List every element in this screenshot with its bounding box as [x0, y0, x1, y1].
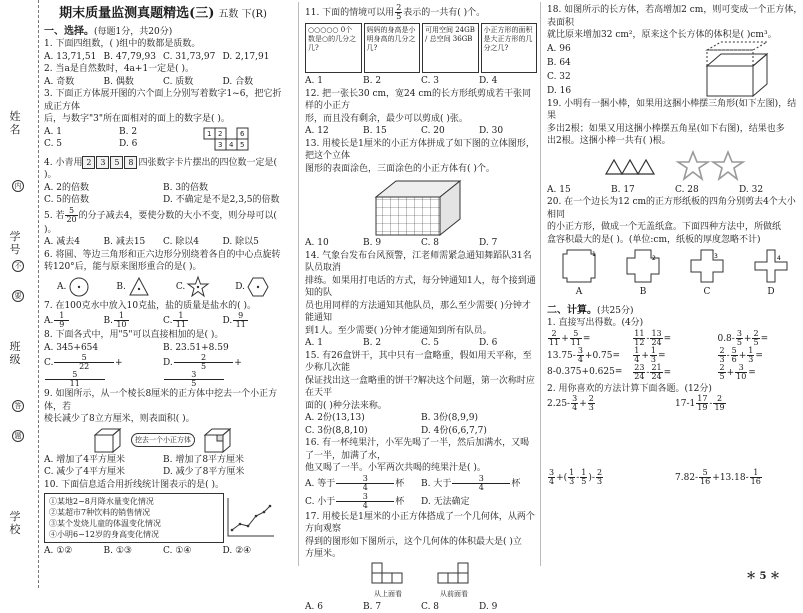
- q20-options: [547, 248, 803, 297]
- option[interactable]: C. 3份(8,8,10): [305, 425, 421, 438]
- q3-block: [44, 126, 282, 156]
- option[interactable]: C. ①④: [163, 545, 223, 558]
- option[interactable]: B. 9: [363, 237, 421, 250]
- option[interactable]: D. 30: [479, 125, 537, 138]
- option[interactable]: D. 4份(6,6,7,7): [421, 425, 537, 438]
- cube-net-figure: [194, 126, 264, 156]
- option[interactable]: 1 A: [561, 248, 597, 297]
- option[interactable]: D. 6: [479, 337, 537, 350]
- calc-item[interactable]: 13.75- $\frac{3}{4}$ +0.75=: [547, 347, 632, 364]
- section-calc-heading: 二、计算。(共25分): [547, 301, 803, 316]
- q4-text: 4. 小青用 2 3 5 8 四张数字卡片摆出的四位数一定是( )。: [44, 156, 282, 182]
- q9-options: [44, 454, 282, 479]
- option[interactable]: C. 8: [421, 601, 479, 613]
- q18-text: 18. 如图所示的长方体，若高增加2 cm，则可变成一个正方体，表面积 就比原来增加32 cm²，原来这个长方体的体积是( )cm³。: [547, 4, 803, 42]
- option[interactable]: B. 2: [119, 126, 194, 139]
- option[interactable]: B. 减去15: [104, 236, 164, 249]
- net-face: 4: [229, 141, 234, 149]
- option[interactable]: A. $\frac{1}{9}$: [44, 312, 104, 329]
- q12-options: [305, 125, 537, 138]
- q19-figure: [547, 148, 803, 184]
- q11-options: [305, 75, 537, 88]
- option[interactable]: A. 等于 $\frac{3}{4}$ 杯: [305, 475, 421, 493]
- q13-text: 13. 用棱长是1厘米的小正方体拼成了如下图的立体图形，把这个立体 图形的表面涂色，三面涂色的小正方体有( )个。: [305, 138, 537, 176]
- calc-item[interactable]: $\frac{23}{24}$ - $\frac{21}{24}$ =: [632, 364, 717, 381]
- q20-text: 20. 在一个边长为12 cm的正方形纸板的四角分别剪去4个大小相同 的小正方形，做成一个无盖纸盒。下面四种方法中，所做纸 盒容积最大的是( )。(单位:cm，纸板的厚度忽略不计): [547, 196, 803, 246]
- option[interactable]: A. ①②: [44, 545, 104, 558]
- q19-options: [547, 184, 803, 197]
- scene-card: 小正方形的面积是大正方形的几分之几?: [481, 23, 538, 73]
- circle-shape-icon: [68, 276, 90, 298]
- calc1-title: 1. 直接写出得数。(4分): [547, 317, 803, 330]
- net-face: 1: [207, 130, 211, 138]
- hexagon-shape-icon: [247, 276, 269, 298]
- option[interactable]: C. $\frac{5}{22}$ + $\frac{5}{11}$: [44, 354, 163, 388]
- q8-text: 8. 下面各式中，用"5"可以直接相加的是( )。: [44, 329, 282, 342]
- calc-item[interactable]: $\frac{2}{11}$ + $\frac{5}{11}$ =: [547, 330, 632, 347]
- info-item: ④小明6~12岁的身高变化情况: [49, 529, 219, 540]
- option[interactable]: B. 17: [611, 184, 675, 197]
- svg-text:3: 3: [714, 253, 718, 260]
- paper-cut-figure-b: [625, 248, 661, 284]
- column-right: [540, 2, 803, 566]
- option[interactable]: D. 合数: [223, 76, 283, 89]
- option[interactable]: B. 15: [363, 125, 421, 138]
- cube-icon: [91, 426, 125, 454]
- margin-mark: 题: [12, 430, 24, 442]
- scene-card: ○○○○○ 0个数是○的几分之几?: [305, 23, 362, 73]
- calc-item[interactable]: 8-0.375+0.625=: [547, 364, 632, 380]
- net-face: 5: [240, 141, 244, 149]
- option[interactable]: D. 无法确定: [421, 493, 537, 511]
- calc2-row: [547, 395, 803, 469]
- stars-icon: [676, 150, 746, 182]
- student-id-label: 学号: [8, 230, 22, 256]
- option[interactable]: C. 小于 $\frac{3}{4}$ 杯: [305, 493, 421, 511]
- option[interactable]: A. 15: [547, 184, 611, 197]
- page-title: 期末质量监测真题精选(三) 五数 下(R): [44, 2, 282, 21]
- option[interactable]: B. 2: [363, 75, 421, 88]
- class-label: 班级: [8, 340, 22, 366]
- q17-text: 17. 用棱长是1厘米的小正方体搭成了一个几何体，从两个方向观察 得到的图形如下图所示，这个几何体的体积最大是( )立 方厘米。: [305, 511, 537, 561]
- q6-options: [44, 276, 282, 298]
- option[interactable]: C.: [176, 276, 209, 298]
- option[interactable]: D. $\frac{2}{5}$ + $\frac{3}{5}$: [163, 354, 282, 388]
- q12-text: 12. 把一张长30 cm，宽24 cm的长方形纸剪成若干张同样的小正方 形，而且没有剩余，最少可以剪成( )张。: [305, 88, 537, 126]
- top-view: 从上面看: [370, 561, 406, 601]
- line-chart-icon: [224, 496, 276, 540]
- net-face: 6: [240, 130, 245, 138]
- calc2-title: 2. 用你喜欢的方法计算下面各题。(12分): [547, 383, 803, 396]
- calc-item[interactable]: $\frac{2}{3}$ - $\frac{5}{6}$ + $\frac{1}{3}$ =: [717, 347, 802, 364]
- option[interactable]: A. 12: [305, 125, 363, 138]
- option[interactable]: C. 28: [675, 184, 739, 197]
- option[interactable]: D. ②④: [223, 545, 283, 558]
- svg-text:2: 2: [652, 255, 656, 262]
- option[interactable]: B. 7: [363, 601, 421, 613]
- paper-cut-figure-c: [689, 248, 725, 284]
- option[interactable]: C. 5: [421, 337, 479, 350]
- info-item: ①某地2~8月降水量变化情况: [49, 496, 219, 507]
- column-middle: [298, 2, 537, 566]
- info-item: ③某个发烧儿童的体温变化情况: [49, 518, 219, 529]
- option[interactable]: D. 4: [479, 75, 537, 88]
- cuboid-figure: [703, 42, 773, 98]
- q1-options: [44, 51, 282, 64]
- option[interactable]: C. $\frac{1}{11}$: [163, 312, 223, 329]
- option[interactable]: 2 B: [625, 248, 661, 297]
- calc2-item[interactable]: $\frac{3}{4}$ +( $\frac{1}{3}$ - $\frac{1}{5}$ )- $\frac{2}{3}$: [547, 469, 675, 486]
- q6-text: 6. 将圆、等边三角形和正六边形分别绕着各自的中心点旋转 转120°后，能与原来图形重合的是( )。: [44, 249, 282, 274]
- calc-row: [547, 330, 803, 347]
- option[interactable]: D. 16: [547, 84, 571, 98]
- front-view: 从前面看: [436, 561, 472, 601]
- option[interactable]: B. 47,79,93: [104, 51, 164, 64]
- q17-views: [305, 561, 537, 601]
- option[interactable]: B. 大于 $\frac{3}{4}$ 杯: [421, 475, 537, 493]
- option[interactable]: C. 3: [421, 75, 479, 88]
- q13-options: [305, 237, 537, 250]
- option[interactable]: D. 除以5: [223, 236, 283, 249]
- scene-card: 妈妈的身高是小明身高的几分之几?: [364, 23, 421, 73]
- q10-text: 10. 下面信息适合用折线统计图表示的是( )。: [44, 479, 282, 492]
- option[interactable]: A. 13,71,51: [44, 51, 104, 64]
- option[interactable]: B. 增加了8平方厘米: [163, 454, 282, 467]
- q16-options: [305, 475, 537, 511]
- option[interactable]: D. 不确定是不是2,3,5的倍数: [163, 194, 282, 207]
- option[interactable]: D. 32: [739, 184, 803, 197]
- q3-text: 3. 下面正方体展开图的六个面上分别写着数字1~6，把它折成正方体 后，与数字"3"所在面相对的面上的数字是( )。: [44, 88, 282, 126]
- q15-options: [305, 412, 537, 437]
- option[interactable]: B. $\frac{1}{10}$: [104, 312, 164, 329]
- margin-mark: 答: [12, 400, 24, 412]
- cube-cut-icon: [201, 426, 235, 454]
- option[interactable]: A. 96: [547, 42, 571, 56]
- net-face: 3: [218, 141, 222, 149]
- stacked-cubes-figure: [366, 175, 476, 237]
- option[interactable]: B. ①③: [104, 545, 164, 558]
- q15-text: 15. 有26盒饼干，其中只有一盒略重，假如用天平称，至少称几次能 保证找出这一盒略重的饼干?解决这个问题，第一次称时应在天平 面的( )种分法来称。: [305, 350, 537, 413]
- scene-card: 可用空间 24GB / 总空间 36GB: [422, 23, 479, 73]
- option[interactable]: B. 64: [547, 56, 571, 70]
- digit-card: 5: [110, 156, 123, 169]
- paper-cut-figure-a: [561, 248, 597, 284]
- option[interactable]: A. 2份(13,13): [305, 412, 421, 425]
- option[interactable]: A. 1: [44, 126, 119, 139]
- calc2-row: [547, 469, 803, 486]
- option[interactable]: A. 1: [305, 75, 363, 88]
- digit-card: 2: [82, 156, 95, 169]
- info-item: ②某超市7种饮料的销售情况: [49, 507, 219, 518]
- option[interactable]: C. 20: [421, 125, 479, 138]
- triangles-icon: [604, 156, 656, 176]
- q19-text: 19. 小明有一捆小棒，如果用这捆小棒摆三角形(如下左图)，结果 多出2根；如果又用这捆小棒摆五角星(如下右图)，结果也多 出2根。这捆小棒一共有( )根。: [547, 98, 803, 148]
- calc2-item[interactable]: 2.25- $\frac{3}{4}$ + $\frac{2}{3}$: [547, 395, 675, 412]
- svg-text:4: 4: [777, 255, 781, 262]
- option[interactable]: D. 6: [119, 138, 194, 151]
- q5-text: 5. 若 $\frac{5}{20}$ 的分子减去4，要使分数的大小不变，则分母可以( )。: [44, 207, 282, 237]
- option[interactable]: B. 2: [363, 337, 421, 350]
- section-choice-heading: 一、选择。(每题1分，共20分): [44, 22, 282, 37]
- option[interactable]: C. 31,73,97: [163, 51, 223, 64]
- triangle-shape-icon: [128, 276, 150, 298]
- q14-options: [305, 337, 537, 350]
- cut-out-bubble: 挖去一个小正方体: [131, 433, 195, 447]
- option[interactable]: C. 8: [421, 237, 479, 250]
- option[interactable]: A. 增加了4平方厘米: [44, 454, 163, 467]
- q9-text: 9. 如图所示，从一个棱长8厘米的正方体中挖去一个小正方体，若 棱长减少了8立方厘米，则表面积( )。: [44, 388, 282, 426]
- q2-text: 2. 当a是自然数时，4a+1一定是( )。: [44, 63, 282, 76]
- calc-item[interactable]: 0.8- $\frac{3}{5}$ + $\frac{2}{5}$ =: [717, 330, 802, 347]
- option[interactable]: B. 3的倍数: [163, 182, 282, 195]
- calc-row: [547, 364, 803, 381]
- option[interactable]: 3 C: [689, 248, 725, 297]
- option[interactable]: D. $\frac{9}{11}$: [223, 312, 283, 329]
- option[interactable]: A.: [57, 276, 90, 298]
- q4-options: [44, 182, 282, 207]
- calc2-item[interactable]: 17-1 $\frac{17}{19}$ - $\frac{2}{19}$: [675, 395, 803, 412]
- option[interactable]: A. 1: [305, 337, 363, 350]
- grade-label: 五数 下(R): [218, 9, 267, 20]
- calc-row: [547, 347, 803, 364]
- option[interactable]: B.: [116, 276, 149, 298]
- option[interactable]: C. 减少了4平方厘米: [44, 466, 163, 479]
- margin-mark: 内: [12, 180, 24, 192]
- q16-text: 16. 有一杯纯果汁，小军先喝了一半，然后加满水，又喝了一半，加满了水， 他又喝了一半。小军两次共喝的纯果汁是( )。: [305, 437, 537, 475]
- q5-options: [44, 236, 282, 249]
- column-left: [44, 2, 282, 566]
- calc-item[interactable]: $\frac{11}{12}$ - $\frac{13}{24}$ =: [632, 330, 717, 347]
- q10-options: [44, 545, 282, 558]
- option[interactable]: C. 5: [44, 138, 119, 151]
- q1-text: 1. 下面四组数，( )组中的数都是质数。: [44, 38, 282, 51]
- calc-item[interactable]: $\frac{2}{5}$ + $\frac{3}{10}$ =: [717, 364, 802, 381]
- q13-figure: [305, 175, 537, 237]
- option[interactable]: C. 除以4: [163, 236, 223, 249]
- option[interactable]: B. 偶数: [104, 76, 164, 89]
- q18-block: [547, 42, 803, 98]
- option[interactable]: D. 减少了8平方厘米: [163, 466, 282, 479]
- option[interactable]: B. 3份(8,9,9): [421, 412, 537, 425]
- name-label: 姓名: [8, 110, 22, 136]
- q2-options: [44, 76, 282, 89]
- option[interactable]: A. 6: [305, 601, 363, 613]
- q17-options: [305, 601, 537, 613]
- q7-options: [44, 312, 282, 329]
- option[interactable]: A. 奇数: [44, 76, 104, 89]
- calc2-item[interactable]: 7.82- $\frac{5}{16}$ +13.18- $\frac{1}{16}$: [675, 469, 803, 486]
- q7-text: 7. 在100克水中放入10克盐，盐的质量是盐水的( )。: [44, 300, 282, 313]
- calc-item[interactable]: $\frac{1}{4}$ + $\frac{1}{3}$ =: [632, 347, 717, 364]
- option[interactable]: C. 5的倍数: [44, 194, 163, 207]
- margin-mark: 要: [12, 290, 24, 302]
- digit-cards: [82, 156, 138, 169]
- option[interactable]: A. 10: [305, 237, 363, 250]
- option[interactable]: 4 D: [753, 248, 789, 297]
- option[interactable]: B. 23.51+8.59: [163, 342, 282, 355]
- option[interactable]: A. 345+654: [44, 342, 163, 355]
- paper-cut-figure-d: [753, 248, 789, 284]
- option[interactable]: D. 9: [479, 601, 537, 613]
- q9-figure: [44, 426, 282, 454]
- q3-options: [44, 126, 194, 151]
- q10-block: [44, 491, 282, 545]
- digit-card: 3: [96, 156, 109, 169]
- option[interactable]: A. 2的倍数: [44, 182, 163, 195]
- q10-info-box: [44, 493, 224, 543]
- q11-text: 11. 下面的情境可以用 $\frac{2}{5}$ 表示的一共有( )个。: [305, 4, 537, 21]
- star-shape-icon: [187, 276, 209, 298]
- option[interactable]: D. 2,17,91: [223, 51, 283, 64]
- school-label: 学校: [8, 510, 22, 536]
- q14-text: 14. 气象台发布台风预警，江老师需紧急通知舞蹈队31名队员取消 排练。如果用打电话的方式，每分钟通知1人，每个接到通知的队 员也用同样的方法通知其他队员，那么至少需要( )分钟才能通知 到1人。至少需要( )分钟才能通知到所有队员。: [305, 250, 537, 338]
- q8-options: [44, 342, 282, 389]
- q11-scenes: [305, 23, 537, 73]
- option[interactable]: D.: [235, 276, 269, 298]
- option[interactable]: D. 7: [479, 237, 537, 250]
- option[interactable]: C. 质数: [163, 76, 223, 89]
- page-number: ＊ 5 ＊: [746, 567, 780, 582]
- digit-card: 8: [124, 156, 137, 169]
- svg-text:1: 1: [592, 251, 596, 258]
- option[interactable]: A. 减去4: [44, 236, 104, 249]
- margin-mark: 不: [12, 260, 24, 272]
- binding-margin: [0, 0, 39, 588]
- option[interactable]: C. 32: [547, 70, 571, 84]
- net-face: 2: [218, 130, 222, 138]
- q18-options: [547, 42, 571, 98]
